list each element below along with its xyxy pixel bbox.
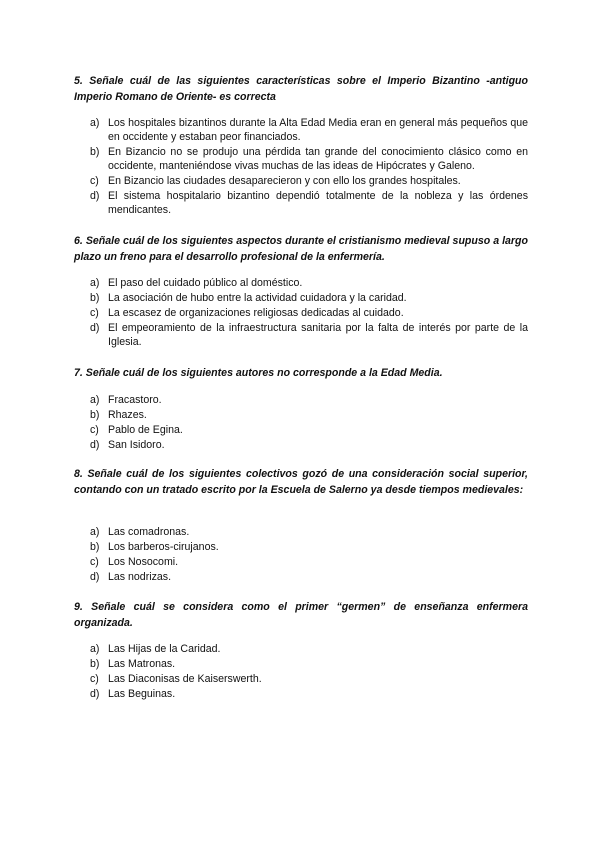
option-a bbox=[90, 276, 528, 290]
question-title: 9. Señale cuál se considera como el primer “germen” de enseñanza enfermera organizada. bbox=[74, 601, 528, 629]
option-d bbox=[90, 570, 528, 584]
question-7 bbox=[74, 365, 528, 451]
option-text: El sistema hospitalario bizantino dependió totalmente de la nobleza y las órdenes mendicantes. bbox=[108, 190, 528, 216]
option-letter: b) bbox=[90, 292, 100, 304]
option-d bbox=[90, 438, 528, 452]
option-d bbox=[90, 687, 528, 701]
option-d bbox=[90, 321, 528, 349]
option-text: Las Matronas. bbox=[108, 658, 176, 670]
option-d bbox=[90, 189, 528, 217]
option-a bbox=[90, 642, 528, 656]
option-letter: a) bbox=[90, 277, 100, 289]
question-5 bbox=[74, 73, 528, 216]
option-list bbox=[90, 393, 528, 453]
option-a bbox=[90, 393, 528, 407]
option-a bbox=[90, 116, 528, 144]
option-text: San Isidoro. bbox=[108, 439, 165, 451]
option-c bbox=[90, 672, 528, 686]
option-b bbox=[90, 145, 528, 173]
question-title: 5. Señale cuál de las siguientes características sobre el Imperio Bizantino -antiguo Imperio Romano de Oriente- es correcta bbox=[74, 75, 528, 103]
option-text: Los barberos-cirujanos. bbox=[108, 541, 219, 553]
option-letter: d) bbox=[90, 571, 100, 583]
option-text: El empeoramiento de la infraestructura sanitaria por la falta de interés por parte de la Iglesia. bbox=[108, 322, 528, 348]
option-text: La escasez de organizaciones religiosas dedicadas al cuidado. bbox=[108, 307, 404, 319]
option-text: Las Diaconisas de Kaiserswerth. bbox=[108, 673, 262, 685]
option-text: La asociación de hubo entre la actividad cuidadora y la caridad. bbox=[108, 292, 407, 304]
option-letter: c) bbox=[90, 307, 99, 319]
option-text: Rhazes. bbox=[108, 409, 147, 421]
option-text: Fracastoro. bbox=[108, 394, 162, 406]
option-b bbox=[90, 540, 528, 554]
question-title: 8. Señale cuál de los siguientes colectivos gozó de una consideración social superior, contando con un tratado escrito por la Escuela de Salerno ya desde tiempos medievales: bbox=[74, 468, 528, 496]
option-b bbox=[90, 291, 528, 305]
option-text: Las Hijas de la Caridad. bbox=[108, 643, 221, 655]
question-title: 7. Señale cuál de los siguientes autores no corresponde a la Edad Media. bbox=[74, 367, 443, 379]
option-letter: d) bbox=[90, 688, 100, 700]
option-letter: c) bbox=[90, 556, 99, 568]
option-a bbox=[90, 525, 528, 539]
question-8 bbox=[74, 466, 528, 583]
option-letter: d) bbox=[90, 439, 100, 451]
option-text: Las nodrizas. bbox=[108, 571, 172, 583]
option-text: Las Beguinas. bbox=[108, 688, 176, 700]
option-letter: b) bbox=[90, 409, 100, 421]
option-list bbox=[90, 116, 528, 218]
question-title: 6. Señale cuál de los siguientes aspectos durante el cristianismo medieval supuso a largo plazo un freno para el desarrollo profesional de la enfermería. bbox=[74, 235, 528, 263]
option-text: En Bizancio no se produjo una pérdida tan grande del conocimiento clásico como en occidente, manteniéndose vivas muchas de las ideas de Hipócrates y Galeno. bbox=[108, 146, 528, 172]
option-c bbox=[90, 306, 528, 320]
option-b bbox=[90, 408, 528, 422]
option-letter: b) bbox=[90, 658, 100, 670]
option-letter: a) bbox=[90, 394, 100, 406]
option-list bbox=[90, 525, 528, 585]
option-letter: c) bbox=[90, 424, 99, 436]
option-letter: d) bbox=[90, 190, 100, 202]
option-letter: a) bbox=[90, 643, 100, 655]
option-list bbox=[90, 276, 528, 350]
option-letter: d) bbox=[90, 322, 100, 334]
option-letter: b) bbox=[90, 146, 100, 158]
option-letter: a) bbox=[90, 526, 100, 538]
option-letter: a) bbox=[90, 117, 100, 129]
option-letter: b) bbox=[90, 541, 100, 553]
option-text: El paso del cuidado público al doméstico. bbox=[108, 277, 303, 289]
option-text: Pablo de Egina. bbox=[108, 424, 183, 436]
option-c bbox=[90, 555, 528, 569]
option-text: Los hospitales bizantinos durante la Alta Edad Media eran en general más pequeños que en occidente y estaban peor financiados. bbox=[108, 117, 528, 143]
question-6 bbox=[74, 233, 528, 348]
question-9 bbox=[74, 599, 528, 700]
option-c bbox=[90, 174, 528, 188]
option-letter: c) bbox=[90, 175, 99, 187]
option-b bbox=[90, 657, 528, 671]
option-text: En Bizancio las ciudades desaparecieron y con ello los grandes hospitales. bbox=[108, 175, 461, 187]
option-list bbox=[90, 642, 528, 702]
option-text: Las comadronas. bbox=[108, 526, 190, 538]
option-letter: c) bbox=[90, 673, 99, 685]
option-text: Los Nosocomi. bbox=[108, 556, 179, 568]
option-c bbox=[90, 423, 528, 437]
